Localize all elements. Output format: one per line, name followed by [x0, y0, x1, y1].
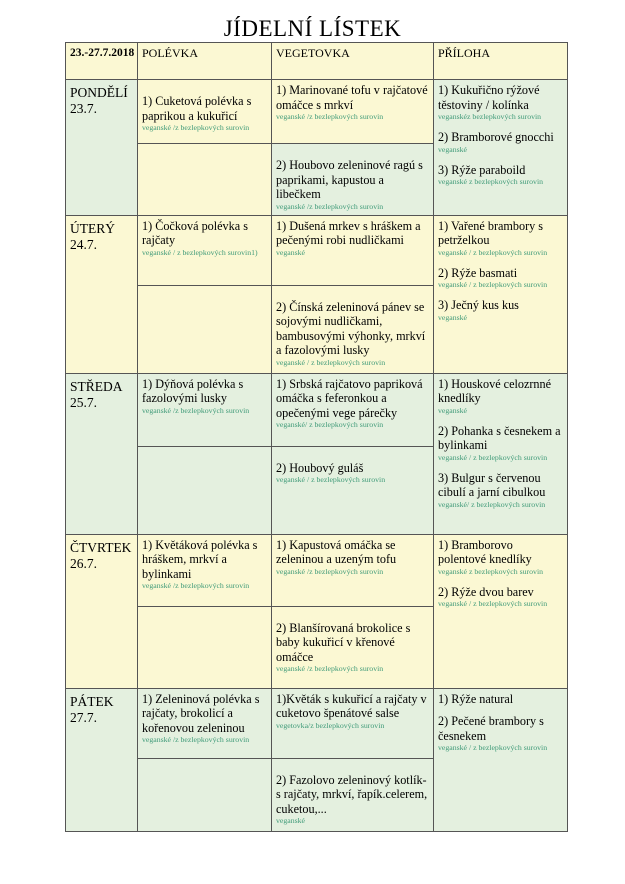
- side-cell: [434, 534, 568, 688]
- vegetovka-1-note: veganské /z bezlepkových surovin: [276, 112, 384, 121]
- vegetovka-cell-2: [272, 144, 434, 216]
- soup-text: 1) Dýňová polévka s fazolovými lusky: [142, 376, 244, 405]
- vegetovka-1-note: veganské: [276, 247, 306, 257]
- vegetovka-1-note: vegetovka/z bezlepkových surovin: [276, 720, 385, 730]
- vegetovka-2-text: 2) Čínská zeleninová pánev se sojovými nudličkami, bambusovými výhonky, mrkví a fazolovými lusky: [276, 299, 426, 357]
- day-date: 27.7.: [70, 709, 97, 725]
- day-date: 24.7.: [70, 236, 97, 252]
- vegetovka-cell-1: [272, 80, 434, 144]
- side-item: [438, 83, 563, 122]
- vegetovka-column-header: VEGETOVKA: [272, 43, 434, 80]
- side-item: [438, 424, 563, 463]
- day-name: ČTVRTEK: [70, 539, 132, 555]
- day-row: [66, 215, 568, 285]
- vegetovka-2-note: veganské: [276, 816, 306, 825]
- side-item-text: 2) Rýže dvou barev: [438, 584, 534, 599]
- menu-table: [65, 42, 568, 832]
- day-date: 26.7.: [70, 555, 97, 571]
- vegetovka-2-note: veganské / z bezlepkových surovin: [276, 357, 386, 367]
- date-range-header: 23.-27.7.2018: [66, 43, 138, 80]
- vegetovka-cell-1: [272, 215, 434, 285]
- side-item-note: veganské / z bezlepkových surovin: [438, 247, 548, 257]
- side-cell: [434, 688, 568, 831]
- vegetovka-2-note: veganské /z bezlepkových surovin: [276, 201, 384, 211]
- vegetovka-cell-2: [272, 606, 434, 688]
- day-name: ÚTERÝ: [70, 220, 115, 236]
- vegetovka-cell-1: [272, 373, 434, 446]
- soup-cell-empty: [138, 758, 272, 831]
- soup-text: 1) Květáková polévka s hráškem, mrkví a bylinkami: [142, 537, 258, 581]
- soup-cell: [138, 373, 272, 446]
- side-item-note: veganskéz bezlepkových surovin: [438, 112, 542, 121]
- soup-cell-empty: [138, 285, 272, 373]
- vegetovka-cell-1: [272, 688, 434, 758]
- side-item-text: 2) Bramborové gnocchi: [438, 130, 554, 144]
- soup-cell-empty: [138, 144, 272, 216]
- side-item: [438, 377, 563, 416]
- vegetovka-2-note: veganské /z bezlepkových surovin: [276, 664, 384, 673]
- vegetovka-cell-2: [272, 285, 434, 373]
- day-name: STŘEDA: [70, 378, 123, 394]
- vegetovka-1-text: 1) Kapustová omáčka se zeleninou a uzeným tofu: [276, 537, 397, 566]
- soup-cell: [138, 688, 272, 758]
- side-item-note: veganské / z bezlepkových surovin: [438, 280, 548, 289]
- vegetovka-2-note: veganské / z bezlepkových surovin: [276, 475, 386, 484]
- side-item-text: 3) Rýže paraboild: [438, 162, 526, 177]
- side-item-text: 2) Rýže basmati: [438, 265, 518, 280]
- side-item-text: 1) Rýže natural: [438, 691, 514, 706]
- side-item-text: 3) Bulgur s červenou cibulí a jarní cibulkou: [438, 470, 546, 499]
- day-date: 25.7.: [70, 394, 97, 410]
- side-item: [438, 298, 563, 323]
- page-title: JÍDELNÍ LÍSTEK: [223, 16, 402, 41]
- vegetovka-cell-2: [272, 446, 434, 534]
- side-item-note: veganské / z bezlepkových surovin: [438, 743, 548, 752]
- day-cell: [66, 215, 138, 373]
- side-cell: [434, 373, 568, 534]
- side-item-note: veganské: [438, 144, 468, 154]
- soup-cell: [138, 534, 272, 606]
- side-item-note: veganské: [438, 405, 468, 415]
- soup-text: 1) Zeleninová polévka s rajčaty, brokolicí a kořenovou zeleninou: [142, 691, 260, 735]
- day-cell: [66, 688, 138, 831]
- day-cell: [66, 373, 138, 534]
- side-item-text: 1) Vařené brambory s petrželkou: [438, 218, 544, 247]
- vegetovka-2-text: 2) Houbový guláš: [276, 460, 364, 475]
- day-cell: [66, 534, 138, 688]
- vegetovka-2-text: 2) Blanšírovaná brokolice s baby kukuřicí v křenové omáčce: [276, 620, 411, 664]
- side-item: [438, 471, 563, 510]
- side-item-note: veganské z bezlepkových surovin: [438, 177, 544, 186]
- soup-column-header: POLÉVKA: [138, 43, 272, 80]
- soup-note: veganské /z bezlepkových surovin: [142, 581, 250, 590]
- day-row: [66, 688, 568, 758]
- side-column-header: PŘÍLOHA: [434, 43, 568, 80]
- header-row: [66, 43, 568, 80]
- day-row: [66, 534, 568, 606]
- vegetovka-1-text: 1)Květák s kukuřicí a rajčaty v cuketovo špenátové salse: [276, 691, 427, 720]
- soup-cell-empty: [138, 606, 272, 688]
- side-item: [438, 692, 563, 707]
- side-item: [438, 266, 563, 291]
- soup-note: veganské /z bezlepkových surovin: [142, 405, 250, 415]
- side-item: [438, 714, 563, 753]
- day-row: [66, 80, 568, 144]
- side-item-note: veganské z bezlepkových surovin: [438, 566, 544, 576]
- vegetovka-cell-1: [272, 534, 434, 606]
- soup-cell: [138, 80, 272, 144]
- vegetovka-1-text: 1) Dušená mrkev s hráškem a pečenými robi nudličkami: [276, 218, 421, 247]
- side-cell: [434, 80, 568, 216]
- side-item-text: 2) Pečené brambory s česnekem: [438, 714, 544, 743]
- side-item: [438, 130, 563, 155]
- side-item-text: 2) Pohanka s česnekem a bylinkami: [438, 423, 561, 452]
- side-item-text: 3) Ječný kus kus: [438, 298, 519, 312]
- day-name: PÁTEK: [70, 693, 114, 709]
- soup-text: 1) Čočková polévka s rajčaty: [142, 218, 248, 247]
- side-item-text: 1) Houskové celozrnné knedlíky: [438, 376, 552, 405]
- side-item: [438, 538, 563, 577]
- side-item: [438, 585, 563, 610]
- side-item-text: 1) Bramborovo polentové knedlíky: [438, 537, 532, 566]
- side-item-note: veganské/ z bezlepkových surovin: [438, 499, 546, 509]
- vegetovka-cell-2: [272, 758, 434, 831]
- day-name: PONDĚLÍ: [70, 85, 128, 100]
- vegetovka-1-note: veganské /z bezlepkových surovin: [276, 566, 384, 576]
- vegetovka-1-text: 1) Marinované tofu v rajčatové omáčce s mrkví: [276, 83, 428, 112]
- soup-note: veganské / z bezlepkových surovin1): [142, 247, 258, 257]
- vegetovka-1-note: veganské/ z bezlepkových surovin: [276, 420, 384, 429]
- vegetovka-2-text: 2) Fazolovo zeleninový kotlík- s rajčaty, mrkví, řapík.celerem, cuketou,...: [276, 772, 428, 816]
- day-row: [66, 373, 568, 446]
- day-date: 23.7.: [70, 101, 97, 116]
- side-item-note: veganské / z bezlepkových surovin: [438, 452, 548, 462]
- side-item-note: veganské / z bezlepkových surovin: [438, 599, 548, 608]
- soup-text: 1) Cuketová polévka s paprikou a kukuřicí: [142, 94, 252, 123]
- soup-cell-empty: [138, 446, 272, 534]
- side-item: [438, 219, 563, 258]
- vegetovka-2-text: 2) Houbovo zeleninové ragú s paprikami, kapustou a libečkem: [276, 158, 423, 201]
- vegetovka-1-text: 1) Srbská rajčatovo papriková omáčka s feferonkou a opečenými vege párečky: [276, 376, 423, 420]
- soup-note: veganské /z bezlepkových surovin: [142, 123, 250, 132]
- side-item: [438, 163, 563, 188]
- side-item-text: 1) Kukuřično rýžové těstoviny / kolínka: [438, 83, 540, 112]
- day-cell: [66, 80, 138, 216]
- side-item-note: veganské: [438, 312, 468, 322]
- side-cell: [434, 215, 568, 373]
- soup-note: veganské /z bezlepkových surovin: [142, 735, 250, 744]
- soup-cell: [138, 215, 272, 285]
